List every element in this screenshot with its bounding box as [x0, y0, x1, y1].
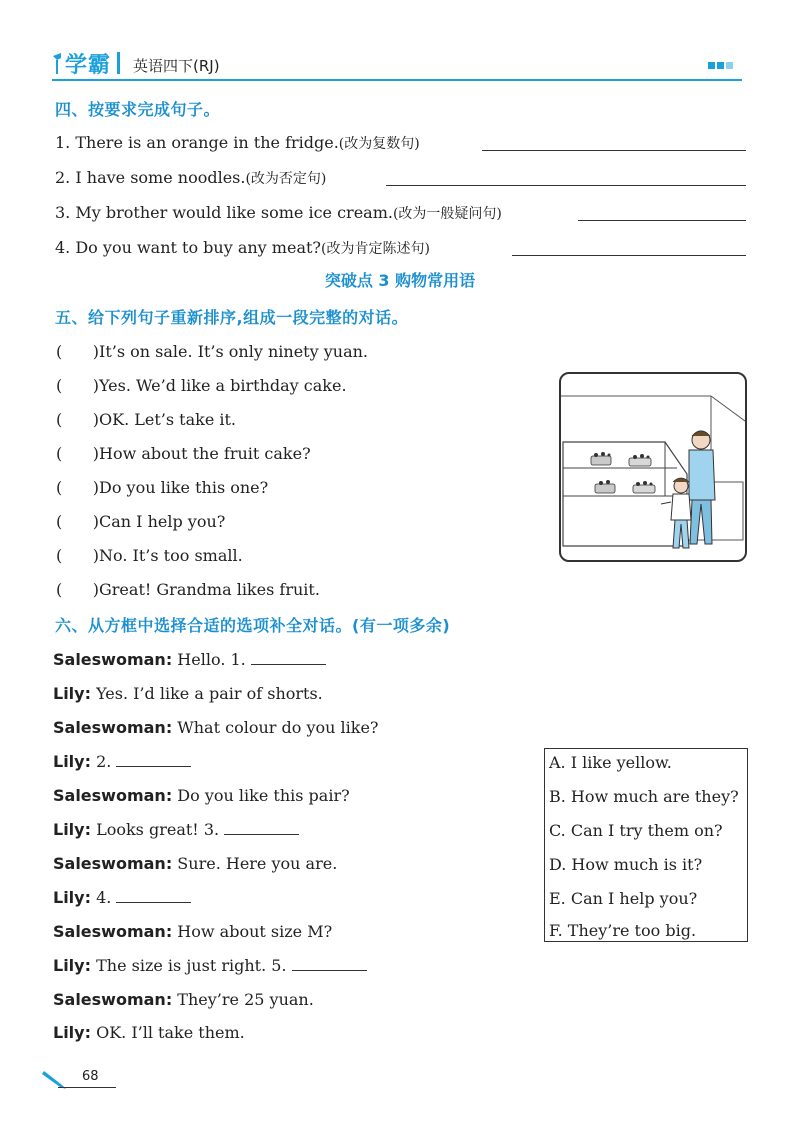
decorative-squares — [708, 62, 733, 69]
line-text: Looks great! 3. — [91, 820, 225, 839]
mortarboard-icon — [52, 50, 62, 76]
header-rule — [52, 79, 742, 81]
speaker: Saleswoman: — [53, 922, 173, 941]
item-text: 3. My brother would like some ice cream. — [55, 203, 393, 222]
dialogue-line — [53, 820, 299, 839]
section-5-title: 五、给下列句子重新排序,组成一段完整的对话。 — [55, 308, 409, 327]
line-text: 4. — [91, 888, 117, 907]
blank-5[interactable] — [292, 957, 367, 971]
blank-2[interactable] — [116, 753, 191, 767]
line-text: Yes. I’d like a pair of shorts. — [91, 684, 323, 703]
blank-1[interactable] — [251, 651, 326, 665]
cake-shop-illustration — [559, 372, 747, 562]
order-item[interactable]: ( )It’s on sale. It’s only ninety yuan. — [56, 342, 368, 361]
option-b[interactable]: B. How much are they? — [549, 787, 739, 806]
dialogue-line — [53, 786, 350, 805]
line-text: OK. I’ll take them. — [91, 1023, 245, 1042]
speaker: Lily: — [53, 820, 91, 839]
dialogue-line — [53, 854, 337, 873]
line-text: What colour do you like? — [172, 718, 379, 737]
line-text: How about size M? — [172, 922, 333, 941]
speaker: Saleswoman: — [53, 786, 173, 805]
item-instruction: (改为肯定陈述句) — [321, 241, 430, 257]
option-a[interactable]: A. I like yellow. — [549, 753, 672, 772]
dialogue-line — [53, 1023, 245, 1042]
dialogue-line — [53, 718, 379, 737]
line-text: Hello. 1. — [172, 650, 251, 669]
speaker: Saleswoman: — [53, 650, 173, 669]
item-instruction: (改为否定句) — [245, 171, 327, 187]
speaker: Saleswoman: — [53, 990, 173, 1009]
dialogue-line — [53, 990, 314, 1009]
logo-divider — [117, 52, 120, 74]
option-c[interactable]: C. Can I try them on? — [549, 821, 723, 840]
section-4-title: 四、按要求完成句子。 — [55, 100, 221, 119]
book-title: 英语四下(RJ) — [133, 57, 220, 75]
dialogue-line — [53, 922, 332, 941]
line-text: The size is just right. 5. — [91, 956, 292, 975]
options-box — [544, 748, 748, 942]
page-footer — [40, 1065, 120, 1095]
sentence-item — [55, 133, 420, 153]
blank-4[interactable] — [116, 889, 191, 903]
item-text: 2. I have some noodles. — [55, 168, 246, 187]
speaker: Saleswoman: — [53, 854, 173, 873]
line-text: Sure. Here you are. — [172, 854, 338, 873]
cake-shop-drawing — [561, 374, 747, 562]
item-instruction: (改为一般疑问句) — [392, 206, 502, 222]
dialogue-line — [53, 684, 323, 703]
speaker: Lily: — [53, 752, 91, 771]
order-item[interactable]: ( )How about the fruit cake? — [56, 444, 311, 463]
speaker: Lily: — [53, 1023, 91, 1042]
line-text: Do you like this pair? — [172, 786, 350, 805]
answer-line[interactable] — [512, 255, 746, 256]
breakpoint-title: 突破点 3 购物常用语 — [324, 271, 476, 290]
speaker: Lily: — [53, 684, 91, 703]
answer-line[interactable] — [482, 150, 746, 151]
sentence-item — [55, 168, 326, 188]
order-item[interactable]: ( )OK. Let’s take it. — [56, 410, 236, 429]
item-text: 4. Do you want to buy any meat? — [55, 238, 321, 257]
page-header — [0, 0, 800, 90]
option-e[interactable]: E. Can I help you? — [549, 889, 698, 908]
sentence-item — [55, 203, 502, 223]
answer-line[interactable] — [578, 220, 746, 221]
speaker: Lily: — [53, 956, 91, 975]
dialogue-line — [53, 956, 367, 975]
section-6-title: 六、从方框中选择合适的选项补全对话。(有一项多余) — [55, 616, 451, 635]
answer-line[interactable] — [386, 185, 746, 186]
speaker: Saleswoman: — [53, 718, 173, 737]
page-number: 68 — [82, 1069, 99, 1084]
item-text: 1. There is an orange in the fridge. — [55, 133, 339, 152]
speaker: Lily: — [53, 888, 91, 907]
logo-text: 学霸 — [65, 52, 112, 78]
sentence-item — [55, 238, 430, 258]
option-d[interactable]: D. How much is it? — [549, 855, 703, 874]
order-item[interactable]: ( )Yes. We’d like a birthday cake. — [56, 376, 347, 395]
dialogue-line — [53, 650, 326, 669]
line-text: They’re 25 yuan. — [172, 990, 314, 1009]
dialogue-line — [53, 752, 191, 771]
blank-3[interactable] — [224, 821, 299, 835]
footer-rule — [58, 1087, 116, 1088]
order-item[interactable]: ( )Great! Grandma likes fruit. — [56, 580, 320, 599]
item-instruction: (改为复数句) — [338, 136, 420, 152]
brand-logo — [52, 48, 120, 78]
line-text: 2. — [91, 752, 117, 771]
dialogue-line — [53, 888, 191, 907]
order-item[interactable]: ( )Can I help you? — [56, 512, 226, 531]
order-item[interactable]: ( )No. It’s too small. — [56, 546, 243, 565]
option-f[interactable]: F. They’re too big. — [549, 921, 697, 940]
order-item[interactable]: ( )Do you like this one? — [56, 478, 269, 497]
